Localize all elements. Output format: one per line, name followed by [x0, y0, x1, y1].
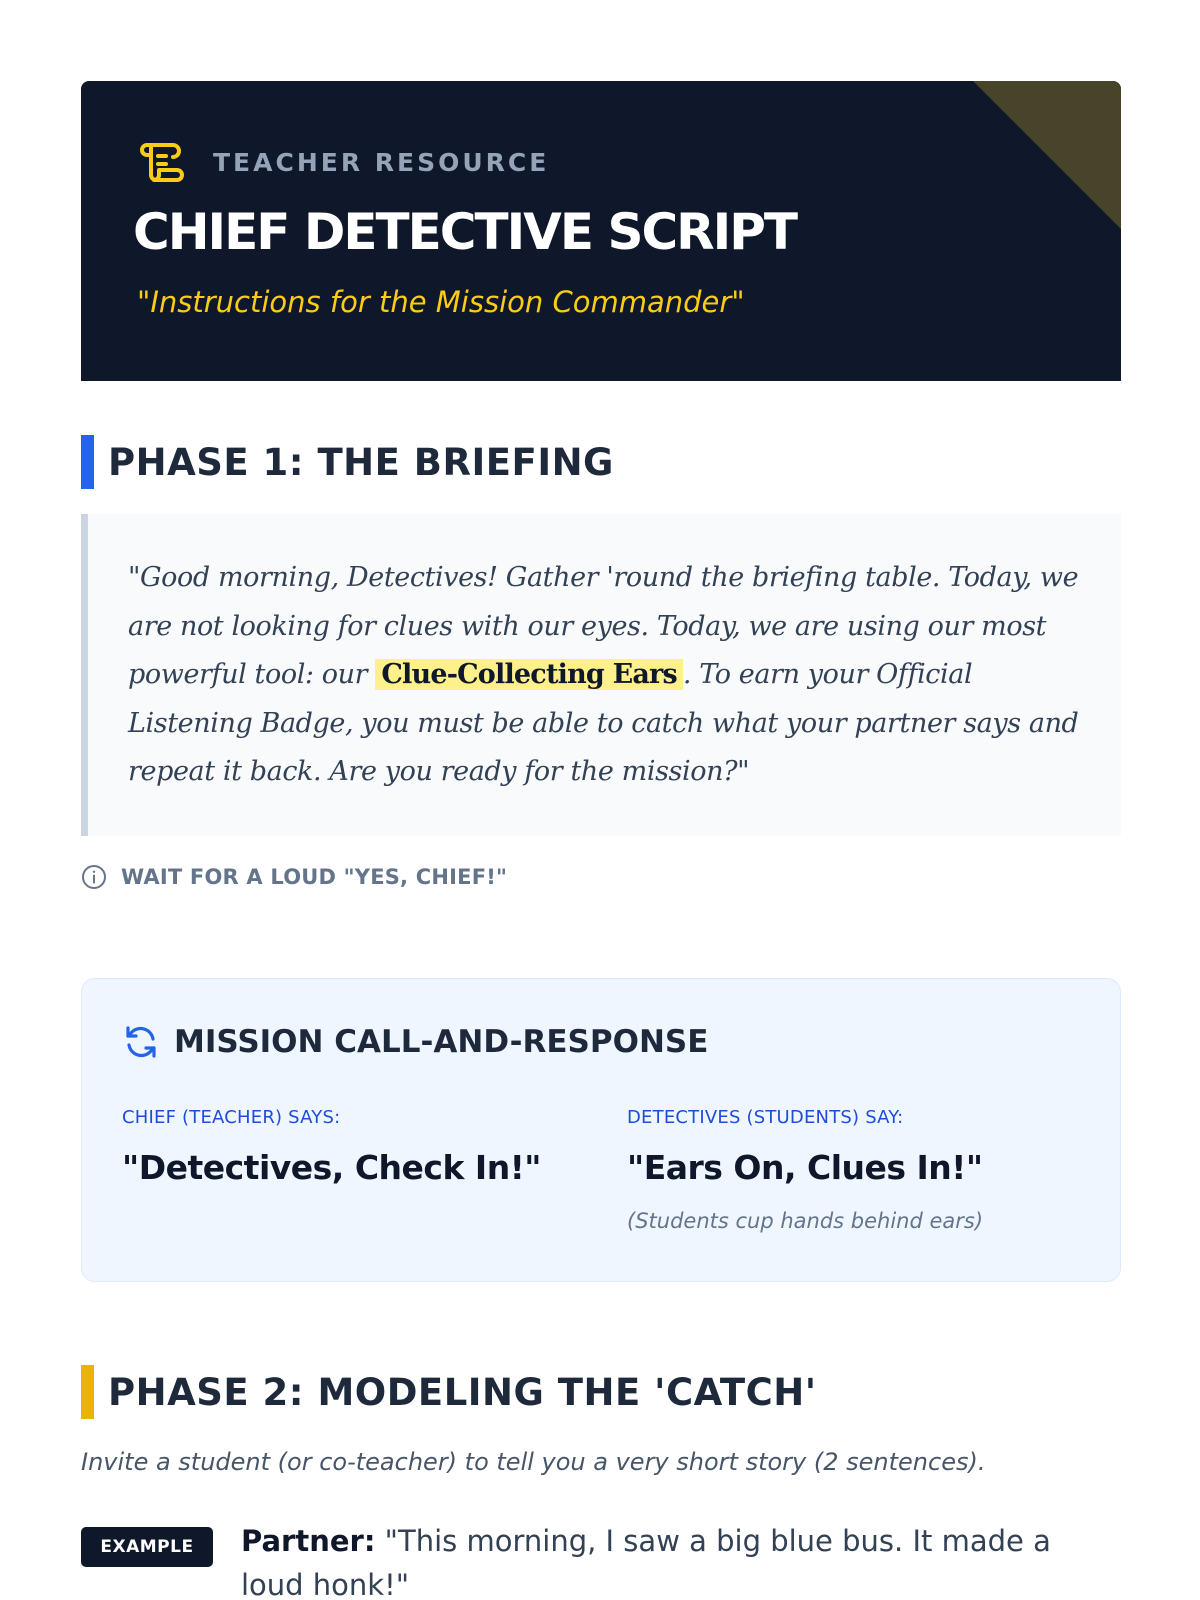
call-response-header: [122, 1023, 708, 1061]
info-icon: [81, 864, 107, 890]
call-response-card: [81, 978, 1121, 1282]
phase2-title: PHASE 2: MODELING THE 'CATCH': [108, 1370, 817, 1414]
briefing-quote-start: "Good morning, Detectives! Gather 'round the briefing table. Today, we are not looking for clues with our eyes. Today, we are using our most powerful tool: our: [128, 562, 1079, 690]
header-kicker-row: [135, 137, 549, 187]
phase2-intro: Invite a student (or co-teacher) to tell you a very short story (2 sentences).: [81, 1448, 986, 1476]
header-corner-decoration: [973, 81, 1121, 229]
call-response-title: MISSION CALL-AND-RESPONSE: [174, 1024, 709, 1060]
phase1-title: PHASE 1: THE BRIEFING: [108, 440, 614, 484]
chief-label: CHIEF (TEACHER) SAYS:: [122, 1107, 341, 1128]
wait-note: [81, 864, 507, 890]
phase1-accent-bar: [81, 435, 94, 489]
page-subtitle: "Instructions for the Mission Commander": [137, 285, 745, 319]
header-kicker: TEACHER RESOURCE: [213, 147, 550, 177]
briefing-quote-box: [81, 514, 1121, 836]
page-content: [81, 81, 1121, 1600]
chief-call: "Detectives, Check In!": [122, 1148, 541, 1187]
page-title: CHIEF DETECTIVE SCRIPT: [133, 203, 797, 261]
example-dialogue: "This morning, I saw a big blue bus. It made a loud honk!": [241, 1524, 1051, 1600]
header-card: [81, 81, 1121, 381]
phase2-heading: [81, 1365, 817, 1419]
example-speaker: Partner:: [241, 1524, 376, 1558]
phase1-heading: [81, 435, 614, 489]
refresh-icon: [122, 1023, 160, 1061]
wait-note-text: WAIT FOR A LOUD "YES, CHIEF!": [121, 865, 508, 889]
chief-column: [122, 1107, 582, 1187]
students-action-note: (Students cup hands behind ears): [627, 1209, 984, 1233]
example-badge: EXAMPLE: [81, 1527, 213, 1567]
students-column: [627, 1107, 1087, 1233]
example-text: [241, 1519, 1101, 1600]
briefing-quote: [128, 554, 1088, 797]
briefing-quote-end: . To earn your Official Listening Badge, you must be able to catch what your partner says and repeat it back. Are you ready for the mission?": [128, 659, 1079, 787]
students-response: "Ears On, Clues In!": [627, 1148, 983, 1187]
briefing-highlight: Clue-Collecting Ears: [375, 659, 683, 690]
phase2-accent-bar: [81, 1365, 94, 1419]
students-label: DETECTIVES (STUDENTS) SAY:: [627, 1107, 904, 1128]
scroll-icon: [135, 137, 185, 187]
